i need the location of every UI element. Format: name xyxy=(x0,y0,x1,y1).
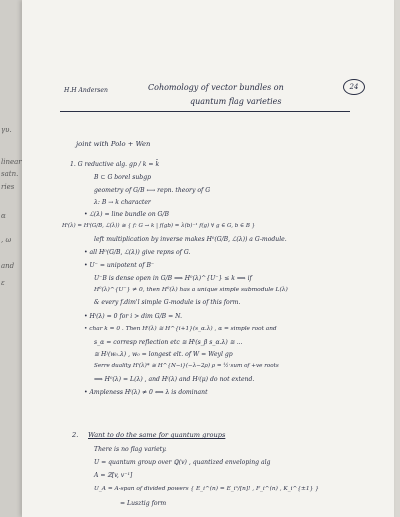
text-line: ⟹ H⁰(λ) = L(λ) , and Hⁱ(λ) and Hʲ(μ) do not extend. xyxy=(94,376,255,383)
text-line: B ⊂ G borel subgp xyxy=(94,174,151,181)
margin-fragment: ε xyxy=(1,279,5,287)
text-line: U_A = A-span of divided powers { E_i^(n) = E_iⁿ/[n]! , F_i^(n) , K_i^{±1} } xyxy=(94,486,319,492)
header-rule xyxy=(60,111,350,112)
text-line: There is no flag variety. xyxy=(94,446,167,453)
margin-fragment: linear xyxy=(1,158,22,166)
text-line: • Hⁱ(λ) = 0 for i > dim G/B = N. xyxy=(84,313,183,320)
section-number: 2. xyxy=(72,431,79,439)
author-name: H.H Andersen xyxy=(64,87,108,94)
text-line: ≅ Hʲ(w₀.λ) , w₀ = longest elt. of W = Weyl gp xyxy=(94,351,233,358)
talk-title-line-2: quantum flag varieties xyxy=(190,97,282,106)
text-line: λ: B → k character xyxy=(94,199,151,206)
notebook-page xyxy=(22,0,394,517)
text-line: Serre duality Hⁱ(λ)* ≅ H^{N−i}(−λ−2ρ) ρ = ½·sum of +ve roots xyxy=(94,363,279,369)
text-line: s_α = corresp reflection etc ≅ Hⁱ(s_β s_α.λ) ≅ ... xyxy=(94,339,243,346)
margin-fragment: ries xyxy=(1,183,15,191)
text-line: U = quantum group over ℚ(v) , quantized enveloping alg xyxy=(94,459,271,466)
text-line: U⁻B is dense open in G/B ⟹ H⁰(λ)^{U⁻} ≤ k ⟹ if xyxy=(94,275,252,282)
left-page-bleed xyxy=(0,0,22,517)
text-line: 1. G reductive alg. gp / k = k̄ xyxy=(70,161,160,168)
text-line: • Ampleness Hⁱ(λ) ≠ 0 ⟺ λ is dominant xyxy=(84,389,208,396)
text-line: H⁰(λ)^{U⁻} ≠ 0, then H⁰(λ) has a unique simple submodule L(λ) xyxy=(94,287,288,293)
text-line: left multiplication by inverse makes H⁰(G/B, ℒ(λ)) a G-module. xyxy=(94,236,287,243)
text-line: geometry of G/B ⟷ repn. theory of G xyxy=(94,187,211,194)
section-heading: Want to do the same for quantum groups xyxy=(88,431,226,439)
margin-fragment: satn. xyxy=(1,170,19,178)
margin-fragment: γυ. xyxy=(1,126,12,134)
text-line: • ℒ(λ) = line bundle on G/B xyxy=(84,211,169,218)
text-line: & every f.dim'l simple G-module is of this form. xyxy=(94,299,241,306)
text-line: • char k = 0 . Then Hⁱ(λ) ≅ H^{i+1}(s_α.λ) , α = simple root and xyxy=(84,326,277,332)
talk-title-line-1: Cohomology of vector bundles on xyxy=(148,83,284,92)
text-line: = Lusztig form xyxy=(120,500,167,507)
text-line: • all H⁰(G/B, ℒ(λ)) give repns of G. xyxy=(84,249,191,256)
margin-fragment: , ω xyxy=(1,236,12,244)
text-line: A = ℤ[v, v⁻¹] xyxy=(94,472,133,479)
text-line: Hⁱ(λ) = Hⁱ(G/B, ℒ(λ)) ≅ { f: G → k | f(gb) = λ(b)⁻¹ f(g) ∀ g ∈ G, b ∈ B } xyxy=(62,223,256,229)
margin-fragment: and xyxy=(1,262,15,270)
text-line: • U⁻ = unipotent of B⁻ xyxy=(84,262,155,269)
collaborators-note: joint with Polo + Wen xyxy=(76,140,151,148)
margin-fragment: α xyxy=(1,212,6,220)
page-number: 24 xyxy=(343,79,365,95)
